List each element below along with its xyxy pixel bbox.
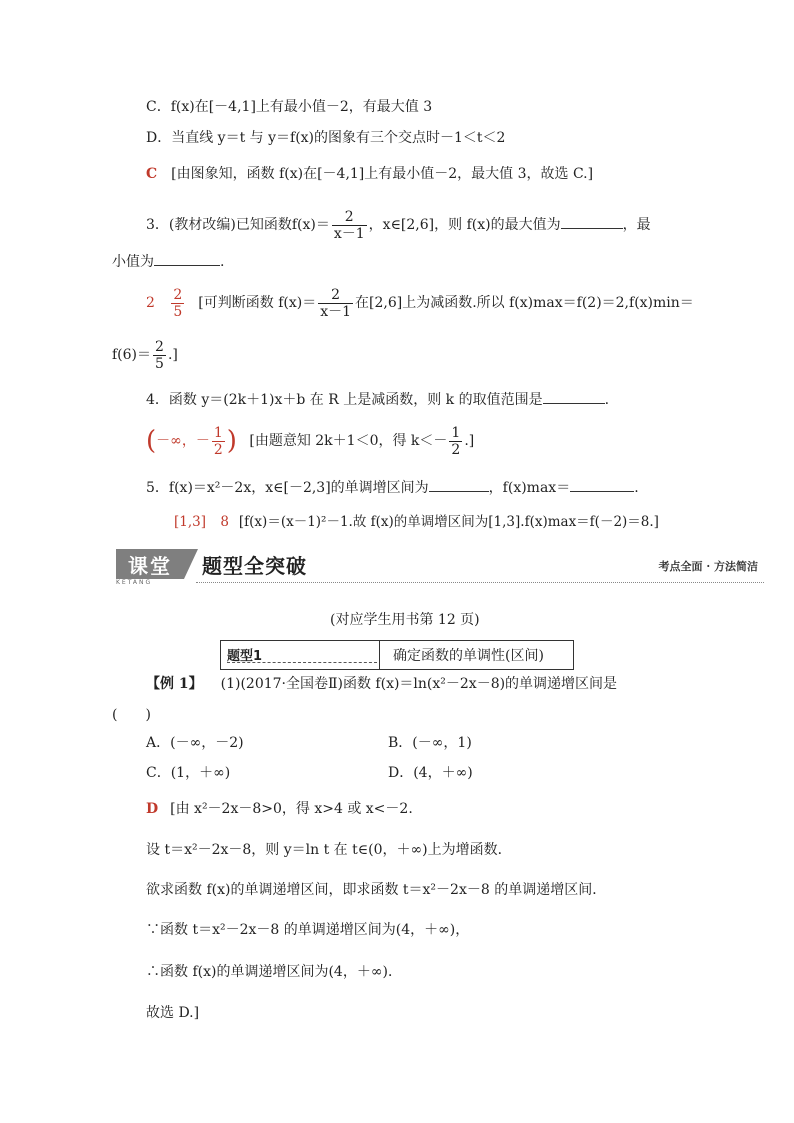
a5-text: [f(x)＝(x－1)²－1.故 f(x)的单调增区间为[1,3].f(x)max＝f(－2)＝8.]: [238, 514, 659, 530]
option-c: C．f(x)在[－4,1]上有最小值－2，有最大值 3: [146, 99, 433, 115]
banner-right: 考点全面 · 方法简洁: [658, 560, 758, 573]
a3-frac-den: x－1: [320, 303, 352, 320]
a5-ans1: [1,3]: [174, 514, 207, 530]
example-answer-1: [146, 799, 413, 819]
q3-tail: ，最: [622, 217, 651, 233]
example-opt-d: D．(4，＋∞): [388, 765, 473, 781]
type-text: 确定函数的单调性(区间): [393, 648, 544, 664]
a4-text-frac: [449, 425, 462, 458]
answer-text: [由图象知，函数 f(x)在[－4,1]上有最小值－2，最大值 3，故选 C.]: [171, 166, 594, 182]
example-opt-c: C．(1，＋∞): [146, 765, 231, 781]
q3-frac-den: x－1: [333, 225, 365, 242]
a3-line2-num: 2: [155, 338, 164, 355]
question-5: [146, 478, 639, 498]
banner-triangle: [184, 549, 198, 579]
book-reference: (对应学生用书第 12 页): [330, 612, 480, 628]
banner-divider: [196, 582, 764, 583]
q5-blank-2[interactable]: [570, 479, 634, 492]
example-1: [146, 674, 617, 694]
q5-text: 5．f(x)＝x²－2x，x∈[－2,3]的单调增区间为: [146, 480, 429, 496]
answer-5: [174, 512, 659, 532]
q3-blank-min[interactable]: [154, 253, 220, 266]
q4-text: 4．函数 y＝(2k＋1)x＋b 在 R 上是减函数，则 k 的取值范围是: [146, 392, 543, 408]
a3-val2-num: 2: [173, 286, 183, 303]
section-banner: [116, 549, 764, 591]
example-opt-b: B．(－∞，1): [388, 735, 472, 751]
example-answer-3: 欲求函数 f(x)的单调递增区间，即求函数 t＝x²－2x－8 的单调递增区间．: [146, 882, 607, 898]
example-paren: ( ): [112, 707, 151, 723]
type-separator: [379, 641, 380, 669]
a3-text2: 在[2,6]上为减函数.所以 f(x)max＝f(2)＝2,f(x)min＝: [355, 295, 694, 311]
a3-line2-den: 5: [155, 355, 164, 372]
answer-3: [146, 286, 694, 320]
example-opt-a: A．(－∞，－2): [146, 735, 244, 751]
a3-fraction: [318, 287, 353, 320]
answer-4: [146, 424, 474, 458]
question-4: [146, 390, 609, 410]
q3-fraction: [332, 209, 367, 242]
a4-frac-num: 1: [213, 424, 223, 441]
example-answer-2: 设 t＝x²－2x－8，则 y＝ln t 在 t∈(0，＋∞)上为增函数．: [146, 842, 512, 858]
example-answer-l1: [由 x²－2x－8>0，得 x>4 或 x<－2.: [170, 801, 413, 817]
a5-ans2: 8: [220, 514, 229, 530]
question-3-line2: [112, 252, 224, 272]
banner-tab: 课堂: [116, 549, 184, 579]
example-answer-4: ∵函数 t＝x²－2x－8 的单调递增区间为(4，＋∞)，: [146, 922, 470, 938]
a4-text: [由题意知 2k＋1＜0，得 k＜－: [249, 433, 448, 449]
answer-2: [146, 164, 593, 184]
a3-text1: [可判断函数 f(x)＝: [198, 295, 317, 311]
answer-letter: C: [146, 166, 158, 182]
q5-end: .: [634, 480, 639, 496]
q4-blank[interactable]: [543, 391, 605, 404]
a3-val2-den: 5: [173, 303, 183, 320]
type-label-underline: [227, 662, 377, 663]
q5-blank-1[interactable]: [429, 479, 489, 492]
a4-end: .]: [464, 433, 475, 449]
a4-t-num: 1: [451, 424, 461, 441]
type-box: [220, 640, 574, 670]
example-answer-5: ∴函数 f(x)的单调递增区间为(4，＋∞)．: [146, 964, 402, 980]
q3-frac-num: 2: [344, 208, 354, 225]
banner-tab-sub: KETANG: [116, 579, 153, 586]
example-text: (1)(2017·全国卷Ⅱ)函数 f(x)＝ln(x²－2x－8)的单调递增区间是: [220, 676, 618, 692]
example-answer-6: 故选 D.]: [146, 1005, 200, 1021]
q3-line2: 小值为: [112, 254, 154, 270]
type-label: 题型1: [227, 649, 263, 664]
q3-func: f(x)＝: [291, 217, 330, 233]
option-d: D．当直线 y＝t 与 y＝f(x)的图象有三个交点时－1＜t＜2: [146, 130, 506, 146]
a4-frac-den: 2: [213, 441, 223, 458]
question-3: [146, 208, 651, 242]
a3-line2-frac: [153, 339, 166, 372]
a3-line2-end: .]: [167, 347, 178, 363]
q4-end: .: [604, 392, 610, 408]
a4-t-den: 2: [451, 441, 461, 458]
a3-val2: [171, 287, 184, 320]
q3-blank-max[interactable]: [561, 216, 623, 229]
a3-frac-num: 2: [331, 286, 341, 303]
q3-end: .: [220, 254, 225, 270]
q3-prefix: 3．(教材改编)已知函数: [146, 217, 292, 233]
example-answer-letter: D: [146, 801, 159, 817]
q3-domain: ，x∈[2,6]，则 f(x)的最大值为: [368, 217, 561, 233]
a3-line2-pre: f(6)＝: [112, 347, 152, 363]
banner-title: 题型全突破: [202, 554, 307, 578]
a3-val1: 2: [146, 295, 155, 311]
a4-interval-left: －∞，－: [156, 433, 210, 449]
answer-3-line2: [112, 338, 178, 372]
a4-interval: (－∞，－ $\frac{1}{2}$ ): [146, 424, 237, 458]
q5-mid: ，f(x)max＝: [488, 480, 571, 496]
example-head: 【例 1】: [146, 676, 203, 692]
